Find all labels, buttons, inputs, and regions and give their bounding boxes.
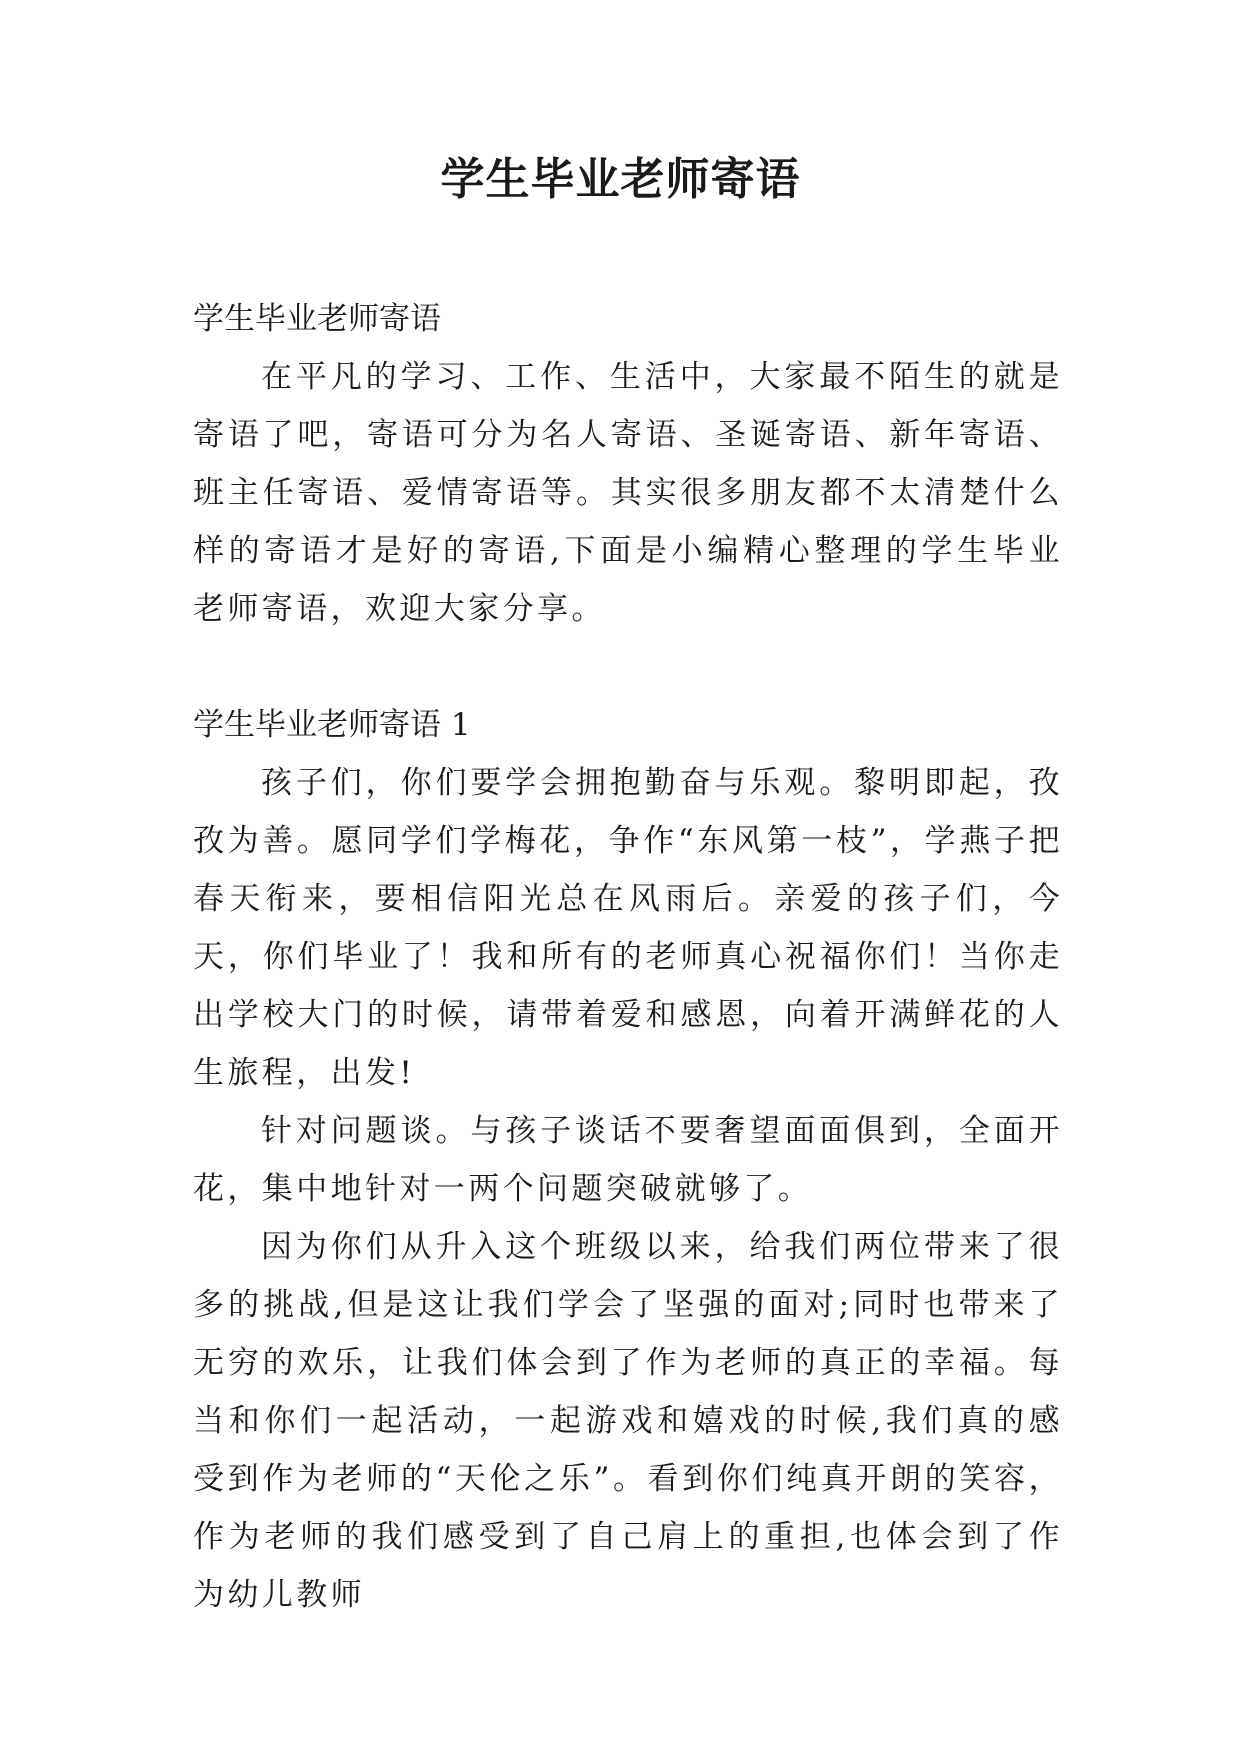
section-spacer bbox=[193, 638, 1063, 696]
document-body bbox=[193, 290, 1063, 1624]
section1-paragraph-1: 孩子们，你们要学会拥抱勤奋与乐观。黎明即起，孜孜为善。愿同学们学梅花，争作“东风第一枝”，学燕子把春天衔来，要相信阳光总在风雨后。亲爱的孩子们，今天，你们毕业了！我和所有的老师真心祝福你们！当你走出学校大门的时候，请带着爱和感恩，向着开满鲜花的人生旅程，出发! bbox=[193, 765, 1063, 1091]
section1-paragraph-3: 因为你们从升入这个班级以来，给我们两位带来了很多的挑战,但是这让我们学会了坚强的面对;同时也带来了无穷的欢乐，让我们体会到了作为老师的真正的幸福。每当和你们一起活动，一起游戏和嬉戏的时候,我们真的感受到作为老师的“天伦之乐”。看到你们纯真开朗的笑容，作为老师的我们感受到了自己肩上的重担,也体会到了作为幼儿教师 bbox=[193, 1229, 1063, 1613]
section1-paragraph-2: 针对问题谈。与孩子谈话不要奢望面面俱到，全面开花，集中地针对一两个问题突破就够了。 bbox=[193, 1113, 1063, 1207]
intro-heading: 学生毕业老师寄语 bbox=[193, 301, 441, 337]
section1-heading: 学生毕业老师寄语 1 bbox=[193, 707, 471, 743]
intro-paragraph: 在平凡的学习、工作、生活中，大家最不陌生的就是寄语了吧，寄语可分为名人寄语、圣诞寄语、新年寄语、班主任寄语、爱情寄语等。其实很多朋友都不太清楚什么样的寄语才是好的寄语,下面是小编精心整理的学生毕业老师寄语，欢迎大家分享。 bbox=[193, 359, 1063, 627]
document-title: 学生毕业老师寄语 bbox=[440, 154, 801, 205]
